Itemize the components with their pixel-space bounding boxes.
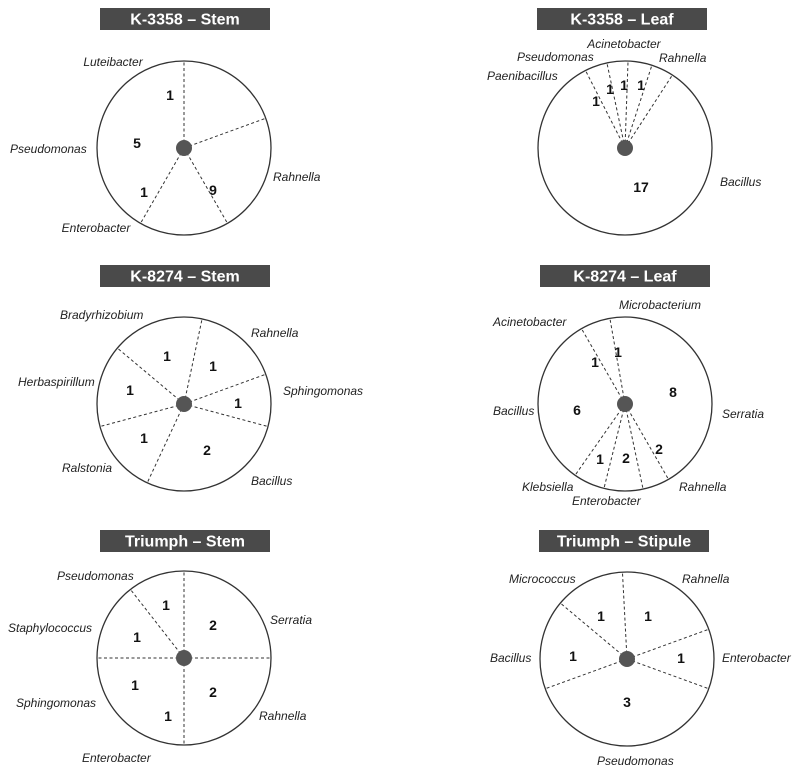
genus-label-rahnella: Rahnella	[682, 572, 730, 586]
diagram-panel-k-3358-leaf	[397, 0, 793, 256]
panel-title: K-3358 – Leaf	[570, 11, 674, 29]
sector-count: 1	[126, 382, 134, 398]
genus-label-rahnella: Rahnella	[659, 51, 707, 65]
genus-label-microbacterium: Microbacterium	[619, 298, 702, 312]
diagram-panel-triumph-stipule	[397, 512, 793, 768]
genus-label-rahnella: Rahnella	[251, 326, 299, 340]
sector-count: 17	[633, 179, 649, 195]
genus-label-bacillus: Bacillus	[493, 404, 535, 418]
panel-svg	[0, 256, 397, 512]
genus-label-acinetobacter: Acinetobacter	[493, 315, 567, 329]
sector-count: 2	[209, 684, 217, 700]
panel-svg	[397, 0, 793, 256]
sector-count: 2	[622, 450, 630, 466]
genus-label-enterobacter: Enterobacter	[722, 651, 791, 665]
genus-label-rahnella: Rahnella	[259, 709, 307, 723]
genus-label-enterobacter: Enterobacter	[82, 751, 151, 765]
sector-count: 1	[140, 430, 148, 446]
sector-count: 1	[140, 184, 148, 200]
genus-label-pseudomonas: Pseudomonas	[10, 142, 87, 156]
center-dot	[617, 140, 633, 156]
center-dot	[619, 651, 635, 667]
panel-title: Triumph – Stem	[124, 533, 246, 551]
sector-count: 2	[203, 442, 211, 458]
panel-svg	[0, 0, 397, 256]
panel-svg	[0, 512, 397, 768]
sector-count: 1	[591, 354, 599, 370]
panel-svg	[397, 256, 793, 512]
sector-count: 1	[596, 451, 604, 467]
diagram-panel-triumph-stem	[0, 512, 397, 768]
genus-label-pseudomonas: Pseudomonas	[517, 50, 594, 64]
panel-title: K-8274 – Stem	[130, 268, 240, 286]
genus-label-staphylococcus: Staphylococcus	[8, 621, 93, 635]
sector-count: 1	[162, 597, 170, 613]
genus-label-bacillus: Bacillus	[490, 651, 532, 665]
sector-count: 1	[569, 648, 577, 664]
genus-label-herbaspirillum: Herbaspirillum	[18, 375, 95, 389]
diagram-panel-k-8274-leaf	[397, 256, 793, 512]
genus-label-bacillus: Bacillus	[720, 175, 762, 189]
genus-label-sphingomonas: Sphingomonas	[16, 696, 97, 710]
genus-label-pseudomonas: Pseudomonas	[57, 569, 134, 583]
center-dot	[617, 396, 633, 412]
genus-label-pseudomonas: Pseudomonas	[597, 754, 674, 768]
genus-label-acinetobacter: Acinetobacter	[587, 37, 661, 51]
diagram-panel-k-3358-stem	[0, 0, 397, 256]
genus-label-sphingomonas: Sphingomonas	[283, 384, 364, 398]
sector-count: 1	[163, 348, 171, 364]
sector-count: 8	[669, 384, 677, 400]
sector-count: 1	[166, 87, 174, 103]
sector-count: 1	[620, 77, 628, 93]
genus-label-rahnella: Rahnella	[679, 480, 727, 494]
genus-label-serratia: Serratia	[270, 613, 313, 627]
genus-label-rahnella: Rahnella	[273, 170, 321, 184]
genus-label-luteibacter: Luteibacter	[83, 55, 143, 69]
genus-label-micrococcus: Micrococcus	[509, 572, 576, 586]
genus-label-enterobacter: Enterobacter	[61, 221, 131, 235]
sector-count: 1	[597, 608, 605, 624]
center-dot	[176, 650, 192, 666]
sector-count: 2	[655, 441, 663, 457]
sector-count: 2	[209, 617, 217, 633]
sector-count: 1	[234, 395, 242, 411]
genus-label-ralstonia: Ralstonia	[62, 461, 113, 475]
sector-count: 1	[133, 629, 141, 645]
sector-count: 3	[623, 694, 631, 710]
panel-title: K-3358 – Stem	[130, 11, 240, 29]
sector-count: 5	[133, 135, 141, 151]
sector-count: 1	[209, 358, 217, 374]
panel-svg	[397, 512, 793, 768]
panel-title: Triumph – Stipule	[556, 533, 692, 551]
sector-count: 1	[606, 81, 614, 97]
center-dot	[176, 396, 192, 412]
genus-label-bradyrhizobium: Bradyrhizobium	[60, 308, 144, 322]
sector-count: 1	[637, 77, 645, 93]
genus-label-enterobacter: Enterobacter	[572, 494, 641, 508]
sector-count: 6	[573, 402, 581, 418]
sector-count: 1	[677, 650, 685, 666]
genus-label-serratia: Serratia	[722, 407, 765, 421]
genus-label-bacillus: Bacillus	[251, 474, 293, 488]
sector-count: 1	[644, 608, 652, 624]
sector-count: 1	[131, 677, 139, 693]
diagram-panel-k-8274-stem	[0, 256, 397, 512]
genus-label-paenibacillus: Paenibacillus	[487, 69, 558, 83]
panel-title: K-8274 – Leaf	[573, 268, 677, 286]
center-dot	[176, 140, 192, 156]
sector-count: 1	[592, 93, 600, 109]
sector-count: 1	[614, 344, 622, 360]
sector-count: 1	[164, 708, 172, 724]
sector-count: 9	[209, 182, 217, 198]
genus-label-klebsiella: Klebsiella	[522, 480, 574, 494]
